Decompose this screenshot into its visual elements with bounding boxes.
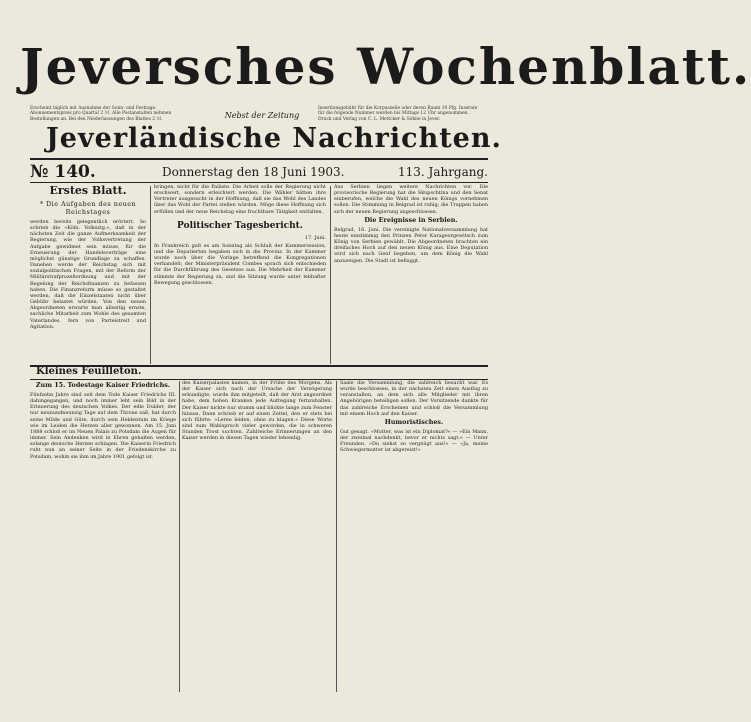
masthead-subtitle: Jeverländische Nachrichten. [46,123,502,154]
article-text: bringen, nicht für die Paläste. Die Arbeit solle der Regierung nicht erschwert, sondern erleichtert werden. Die Wähler hätten ihre Vertreter ausgesucht in der Hoffnung, daß sie das Wohl des Landes über das Wohl der Partei stellen würden. Möge diese Hoffnung sich erfüllen und der neue Reichstag eine fruchtbare Tätigkeit entfalten. [154,184,326,215]
lower-column-3 [340,380,488,692]
rule-top [30,158,488,160]
article-text: Aus Serbien liegen weitere Nachrichten vor. Die provisorische Regierung hat die Skupschtina und den Senat einberufen, welche die Wahl des neuen Königs vornehmen sollen. Die Stimmung in Belgrad ist ruhig; die Truppen haben sich der neuen Regierung angeschlossen. [334,184,488,215]
section-title-humoristisches: Humoristisches. [384,417,444,426]
article-text: Saale die Versammlung, die zahlreich besucht war. Es wurde beschlossen, in der nächsten Zeit einen Ausflug zu veranstalten, an dem sich alle Mitglieder mit ihren Angehörigen beteiligen sollen. Der Vorsitzende dankte für das zahlreiche Erscheinen und schloß die Versammlung mit einem Hoch auf den Kaiser. [340,380,488,417]
column-divider [179,381,180,692]
article-text: Fünfzehn Jahre sind seit dem Tode Kaiser Friedrichs III. dahingegangen, und noch immer lebt sein Bild in der Erinnerung des deutschen Volkes. Der edle Dulder, der nur neunundneunzig Tage auf dem Throne saß, hat durch seine Milde und Güte, durch sein Heldentum im Kriege wie im Leiden die Herzen aller gewonnen. Am 15. Juni 1888 schloß er im Neuen Palais zu Potsdam die Augen für immer. Sein Andenken wird in Ehren gehalten werden, solange deutsche Herzen schlagen. Die Kaiserin Friedrich ruht nun an seiner Seite in der Friedenskirche zu Potsdam, wohin sie ihm im Jahre 1901 gefolgt ist. [30,392,176,460]
issue-number: № 140. [30,162,96,182]
dateline: 17. Juni. [304,234,326,241]
article-heading: * Die Aufgaben des neuen Reichstages [39,200,137,216]
column-divider [150,186,151,364]
masthead-title: Jeversches Wochenblatt. [20,37,751,96]
article-text: des Kaiserpalastes kamen, in der Frühe des Morgens. Als der Kaiser sich nach der Ursache der Verzögerung erkundigte, wurde ihm mitgeteilt, daß der Arzt angeordnet habe, dem hohen Kranken jede Aufregung fernzuhalten. Der Kaiser nickte nur stumm und blickte lange zum Fenster hinaus. Dann schrieb er auf einen Zettel, den er stets bei sich führte: »Lerne leiden, ohne zu klagen.« Diese Worte sind zum Wahlspruch vieler geworden, die in schweren Stunden Trost suchten. Zahlreiche Erinnerungen an den Kaiser werden in diesen Tagen wieder lebendig. [182,380,332,442]
rule-under-issue [30,182,488,183]
issue-year: 113. Jahrgang. [397,165,488,179]
article-heading: Zum 15. Todestage Kaiser Friedrichs. [35,381,171,389]
issue-row [30,162,488,182]
column-1 [30,184,146,364]
column-3 [334,184,488,364]
section-title-serbien: Die Ereignisse in Serbien. [364,215,458,224]
advertising-info: Insertionsgebühr für die Korpuszeile oder deren Raum 10 Pfg. Inserate für die folgende Nummer werden bis Mittags 12 Uhr angenommen. Druck und Verlag von C. L. Mettcker & Söhne in Jever. [318,106,478,122]
article-text: werden bereits gelegentlich erörtert. So schrieb die »Köln. Volksztg.«, daß in der nächsten Zeit die ganze Aufmerksamkeit der Regierung, wie der Volksvertretung der Aufgabe gewidmet sein müsse, für die Erneuerung der Handelsverträge eine möglichst günstige Grundlage zu schaffen. Daneben werde der Reichstag sich mit sozialpolitischen Fragen, mit der Reform der Militärstrafprozeßordnung und mit der Regelung der Reichsfinanzen zu befassen haben. Die Finanzreform müsse so gestaltet werden, daß die Einzelstaaten nicht über Gebühr belastet würden. Von den neuen Abgeordneten erwarte man allseitig ernste, sachliche Mitarbeit zum Wohle des gesamten Vaterlandes, fern von Parteistreit und Agitation. [30,219,146,330]
section-title-erstes-blatt: Erstes Blatt. [49,184,127,197]
article-text: In Frankreich galt es am Sonntag als Schluß der Kammersession, und die Deputierten begaben sich in die Provinz. In der Kammer wurde noch über die Vorlage betreffend die Kongregationen verhandelt; der Ministerpräsident Combes sprach sich entschieden für die Durchführung des Gesetzes aus. Die Mehrheit der Kammer stimmte der Regierung zu, und die Sitzung wurde unter lebhafter Bewegung geschlossen. [154,242,326,286]
section-title-tagesbericht: Politischer Tagesbericht. [177,220,303,231]
nebst-der-zeitung: Nebst der Zeitung [224,111,300,120]
feuilleton-header [30,366,488,378]
column-2 [154,184,326,364]
lower-column-2 [182,380,332,692]
issue-date: Donnerstag den 18 Juni 1903. [162,165,345,179]
article-text: Belgrad, 16. Juni. Die vereinigte Nationalversammlung hat heute einstimmig den Prinzen Peter Karageorgewitsch zum König von Serbien gewählt. Die Abgeordneten brachten ein dreifaches Hoch auf den neuen König aus. Eine Deputation wird sich nach Genf begeben, um dem König die Wahl anzuzeigen. Die Stadt ist beflaggt. [334,226,488,264]
article-text: Gut gesagt. »Mutter, was ist ein Diplomat?« — »Ein Mann, der zweimal nachdenkt, bevor er nichts sagt.« — Unter Freunden. »Du siehst so vergnügt aus!« — »Ja, meine Schwiegermutter ist abgereist!« [340,428,488,454]
subscription-info: Erscheint täglich mit Ausnahme der Sonn- und Festtage. Abonnementspreis pro Quartal 2 ℳ. Alle Postanstalten nehmen Bestellungen an. Bei den Niederlassungen des Blattes 2 ℳ. [30,106,172,122]
column-divider [336,381,337,692]
feuilleton-title: Kleines Feuilleton. [36,366,142,377]
lower-column-1 [30,380,176,692]
column-divider [330,186,331,364]
